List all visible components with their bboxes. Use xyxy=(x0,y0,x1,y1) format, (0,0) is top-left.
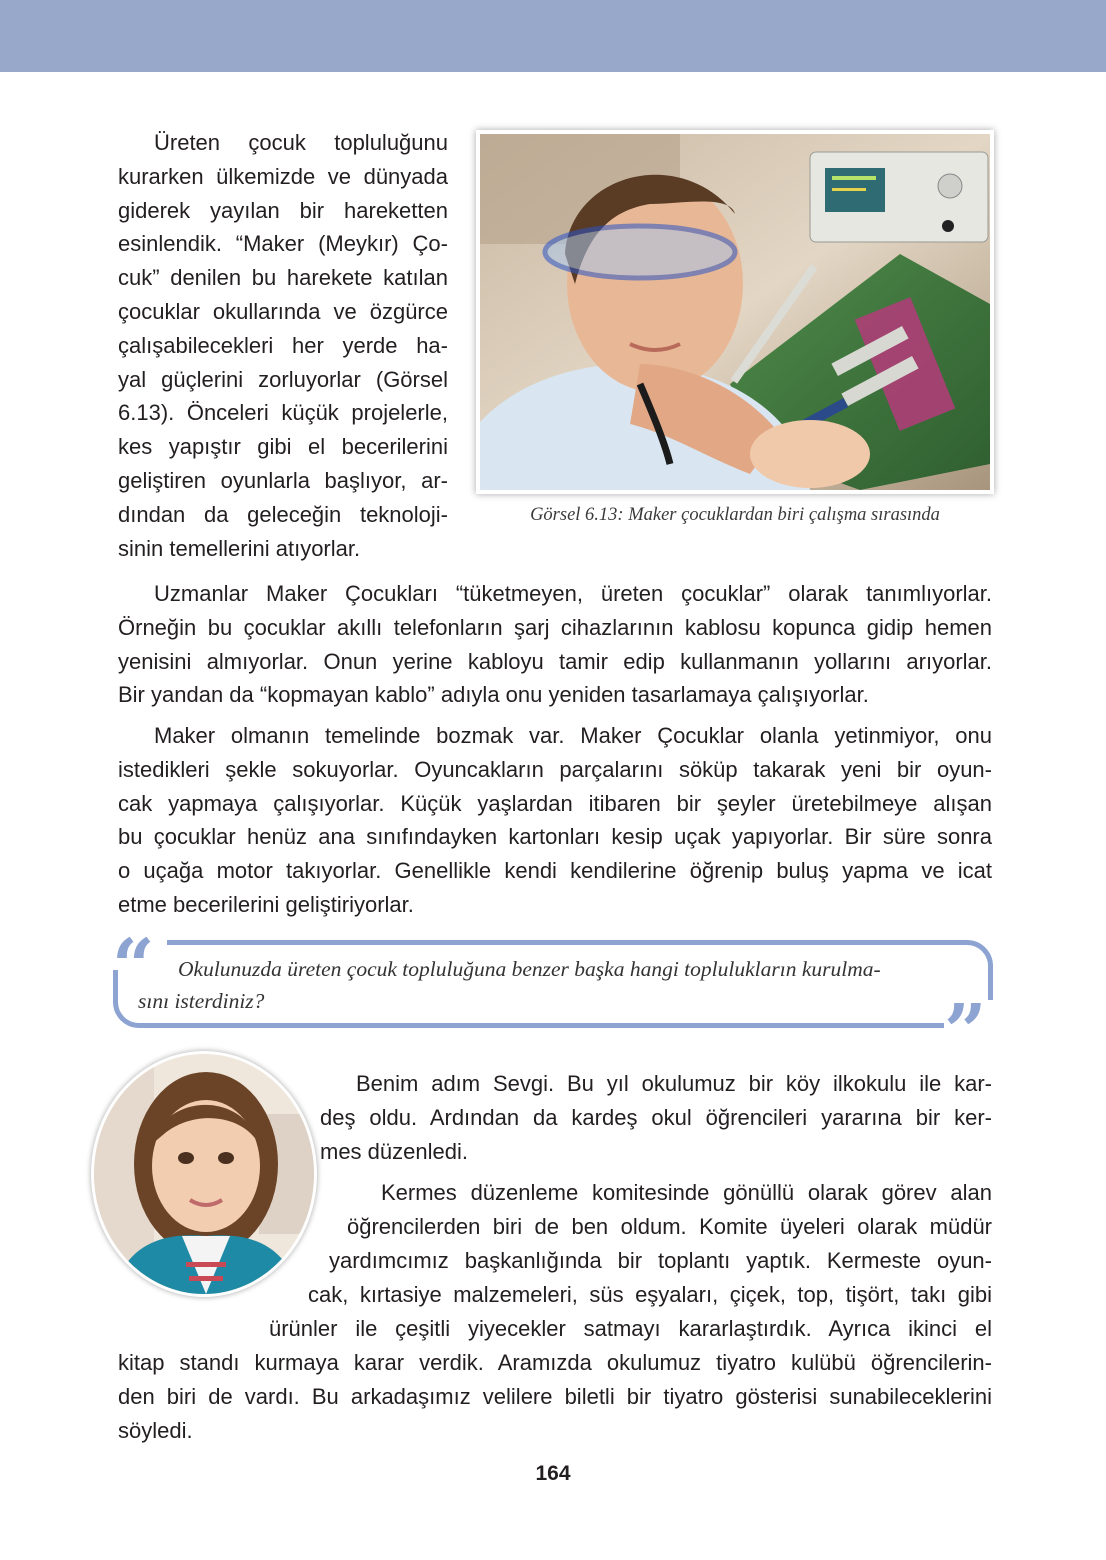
intro-line: dından da geleceğin teknoloji- xyxy=(118,501,448,527)
intro-line: çalışabilecekleri her yerde ha- xyxy=(118,332,448,358)
sevgi-portrait xyxy=(91,1051,317,1297)
paragraph-line: Kermes düzenleme komitesinde gönüllü olarak görev alan xyxy=(381,1180,992,1205)
intro-line: kes yapıştır gibi el becerilerini xyxy=(118,434,448,460)
paragraph-line: Benim adım Sevgi. Bu yıl okulumuz bir köy ilkokulu ile kar- xyxy=(356,1071,992,1096)
page-number: 164 xyxy=(535,1462,571,1485)
intro-line: 6.13). Önceleri küçük projelerle, xyxy=(118,400,448,426)
paragraph-2 xyxy=(118,577,992,712)
paragraph-line: Bir yandan da “kopmayan kablo” adıyla onu yeniden tasarlamaya çalışıyorlar. xyxy=(118,682,869,708)
paragraph-3 xyxy=(118,719,992,922)
figure-caption: Görsel 6.13: Maker çocuklardan biri çalışma sırasında xyxy=(530,505,940,525)
intro-line: çocuklar okullarında ve özgürce xyxy=(118,298,448,324)
header-band xyxy=(0,0,1106,72)
paragraph-line: yardımcımız başkanlığında bir toplantı yaptık. Kermeste oyun- xyxy=(329,1248,992,1273)
paragraph-line: kitap standı kurmaya karar verdik. Aramızda okulumuz tiyatro kulübü öğrencilerin- xyxy=(118,1350,992,1375)
paragraph-line: cak yapmaya çalışıyorlar. Küçük yaşlardan itibaren bir şeyler üretebilmeye alışan xyxy=(118,790,992,816)
figure-photo xyxy=(476,130,994,494)
paragraph-line: etme becerilerini geliştiriyorlar. xyxy=(118,891,414,917)
paragraph-line: ürünler ile çeşitli yiyecekler satmayı kararlaştırdık. Ayrıca ikinci el xyxy=(269,1316,992,1341)
open-quote-icon: “ xyxy=(112,924,155,1010)
quote-line: sını isterdiniz? xyxy=(138,989,265,1013)
paragraph-line: bu çocuklar henüz ana sınıfındayken kartonları kesip uçak yapıyorlar. Bir süre sonra xyxy=(118,824,992,850)
paragraph-line: yenisini almıyorlar. Onun yerine kabloyu tamir edip kullanmanın yollarını arıyorlar. xyxy=(118,648,992,674)
paragraph-line: söyledi. xyxy=(118,1418,193,1443)
intro-line: cuk” denilen bu harekete katılan xyxy=(118,265,448,291)
intro-line: yal güçlerini zorluyorlar (Görsel xyxy=(118,366,448,392)
paragraph-line: o uçağa motor takıyorlar. Genellikle kendi kendilerine öğrenip buluş yapma ve icat xyxy=(118,858,992,884)
quote-line: Okulunuzda üreten çocuk topluluğuna benzer başka hangi toplulukların kurulma- xyxy=(178,957,881,981)
paragraph-line: den biri de vardı. Bu arkadaşımız velilere biletli bir tiyatro gösterisi sunabileceklerini xyxy=(118,1384,992,1409)
paragraph-line: Örneğin bu çocuklar akıllı telefonların şarj cihazlarının kablosu kopunca gidip hemen xyxy=(118,614,992,640)
sevgi-paragraph-1 xyxy=(320,1067,992,1168)
paragraph-line: mes düzenledi. xyxy=(320,1138,468,1164)
intro-line: giderek yayılan bir hareketten xyxy=(118,197,448,223)
paragraph-line: Uzmanlar Maker Çocukları “tüketmeyen, üreten çocuklar” olarak tanımlıyorlar. xyxy=(154,581,992,606)
intro-line: Üreten çocuk topluluğunu xyxy=(154,130,448,155)
intro-line: geliştiren oyunlarla başlıyor, ar- xyxy=(118,467,448,493)
quote-question xyxy=(138,953,984,1017)
girl-portrait-icon xyxy=(94,1054,314,1294)
maker-child-soldering-photo-icon xyxy=(480,134,990,490)
intro-line: kurarken ülkemizde ve dünyada xyxy=(118,163,448,189)
intro-line: esinlendik. “Maker (Meykır) Ço- xyxy=(118,231,448,257)
intro-paragraph xyxy=(118,126,448,565)
paragraph-line: istedikleri şekle sokuyorlar. Oyuncakların parçalarını söküp takarak yeni bir oyun- xyxy=(118,756,992,782)
close-quote-icon: ” xyxy=(944,989,987,1075)
paragraph-line: öğrencilerden biri de ben oldum. Komite üyeleri olarak müdür xyxy=(347,1214,992,1239)
paragraph-line: Maker olmanın temelinde bozmak var. Maker Çocuklar olanla yetinmiyor, onu xyxy=(154,723,992,748)
paragraph-line: deş oldu. Ardından da kardeş okul öğrencileri yararına bir ker- xyxy=(320,1104,992,1130)
paragraph-line: cak, kırtasiye malzemeleri, süs eşyaları, çiçek, top, tişört, takı gibi xyxy=(308,1282,992,1307)
intro-line: sinin temellerini atıyorlar. xyxy=(118,535,361,561)
